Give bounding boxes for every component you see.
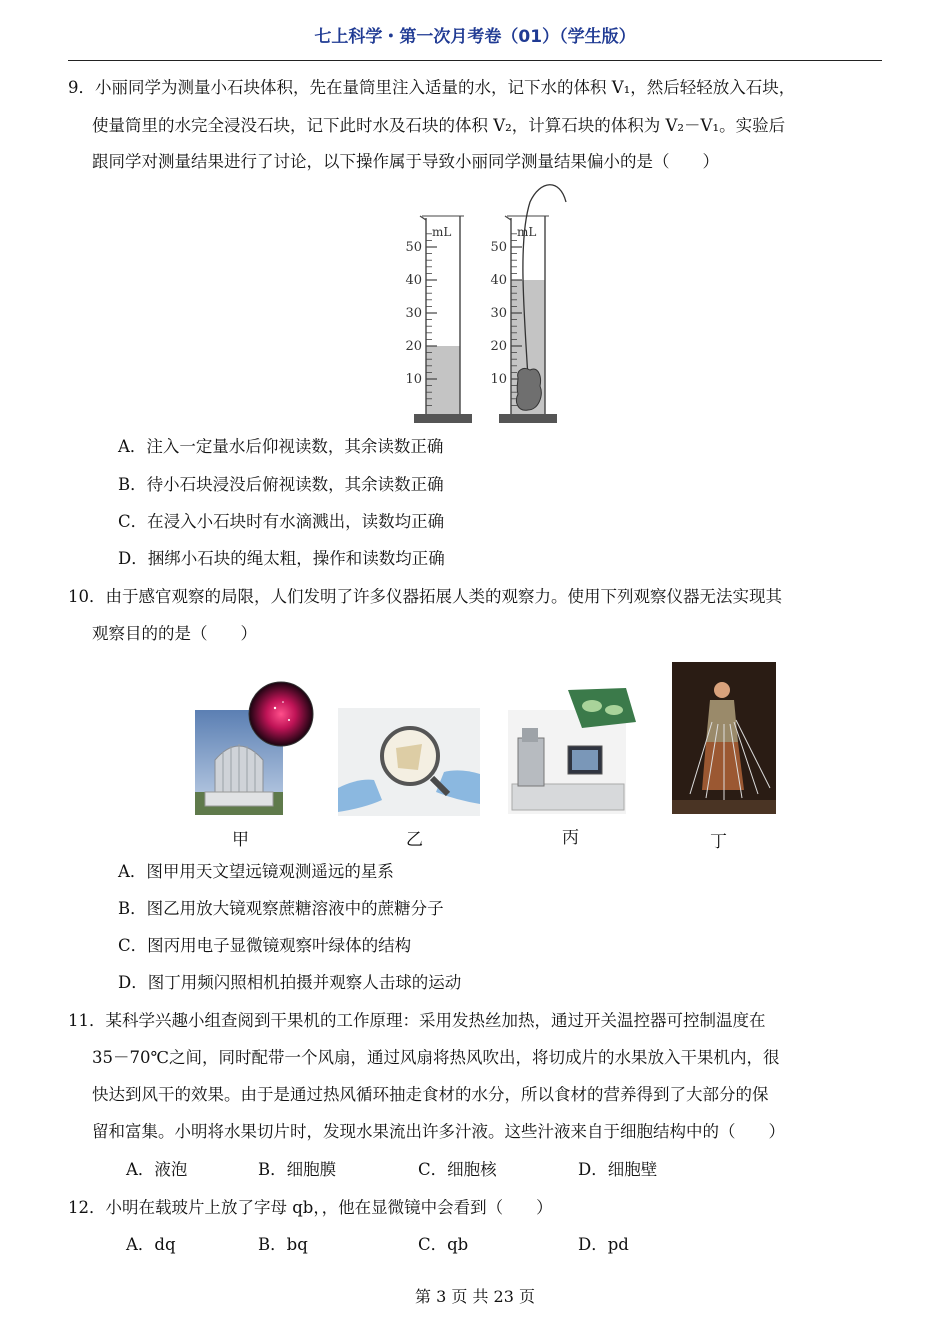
- q9-text-line3: 跟同学对测量结果进行了讨论，以下操作属于导致小丽同学测量结果偏小的是（ ）: [92, 152, 719, 171]
- q12-option-c[interactable]: C．qb: [418, 1235, 469, 1254]
- photo-telescope: [195, 680, 325, 815]
- q11-option-d[interactable]: D．细胞壁: [578, 1160, 658, 1179]
- cylinder-1-scale-label: 10: [405, 372, 422, 387]
- cylinder-1-scale-label: 40: [405, 273, 422, 288]
- photo-magnifier: [338, 708, 480, 816]
- q9-option-c[interactable]: C．在浸入小石块时有水滴溅出，读数均正确: [118, 512, 445, 531]
- cylinder-2-scale-label: 10: [490, 372, 507, 387]
- q11-option-c[interactable]: C．细胞核: [418, 1160, 497, 1179]
- photo-electron-microscope: [508, 688, 636, 814]
- q11-text-line4: 留和富集。小明将水果切片时，发现水果流出许多汁液。这些汁液来自于细胞结构中的（ ）: [92, 1122, 785, 1141]
- q10-option-d[interactable]: D．图丁用频闪照相机拍摄并观察人击球的运动: [118, 973, 462, 992]
- stone: [516, 368, 541, 410]
- q9-option-b[interactable]: B．待小石块浸没后俯视读数，其余读数正确: [118, 475, 444, 494]
- q10-text-line2: 观察目的的是（ ）: [92, 624, 257, 643]
- photo-label-ding: 丁: [710, 832, 727, 852]
- photo-label-bing: 丙: [562, 828, 579, 848]
- page-footer: 第 3 页 共 23 页: [415, 1287, 535, 1306]
- graduated-cylinders-figure: [400, 180, 580, 428]
- cylinder-1-scale-label: 50: [405, 240, 422, 255]
- q12-option-d[interactable]: D．pd: [578, 1235, 629, 1254]
- q12-option-b[interactable]: B．bq: [258, 1235, 308, 1254]
- header-divider: [68, 60, 882, 61]
- q12-option-a[interactable]: A．dq: [126, 1235, 176, 1254]
- q11-text-line1: 11．某科学兴趣小组查阅到干果机的工作原理：采用发热丝加热，通过开关温控器可控制温度在: [68, 1011, 766, 1030]
- q9-option-a[interactable]: A．注入一定量水后仰视读数，其余读数正确: [118, 437, 444, 456]
- cylinder-2-scale-label: 40: [490, 273, 507, 288]
- cylinder-2-scale-label: 30: [490, 306, 507, 321]
- page-header: 七上科学・第一次月考卷（01）（学生版）: [314, 27, 636, 47]
- cylinder-2-scale-label: 50: [490, 240, 507, 255]
- q10-option-b[interactable]: B．图乙用放大镜观察蔗糖溶液中的蔗糖分子: [118, 899, 444, 918]
- cylinder-1-unit-label: mL: [432, 225, 452, 239]
- photo-stroboscopic-swing: [672, 662, 776, 814]
- q12-text-line1: 12．小明在载玻片上放了字母 qb，，他在显微镜中会看到（ ）: [68, 1198, 553, 1217]
- q9-text-line2: 使量筒里的水完全浸没石块，记下此时水及石块的体积 V₂，计算石块的体积为 V₂－V₁。实验后: [92, 116, 786, 135]
- cylinder-1: [405, 216, 472, 423]
- q11-text-line2: 35－70℃之间，同时配带一个风扇，通过风扇将热风吹出，将切成片的水果放入干果机内，很: [92, 1048, 780, 1067]
- photo-label-yi: 乙: [406, 830, 423, 850]
- q9-text-line1: 9．小丽同学为测量小石块体积，先在量筒里注入适量的水，记下水的体积 V₁，然后轻轻放入石块，: [68, 78, 796, 97]
- q11-option-b[interactable]: B．细胞膜: [258, 1160, 337, 1179]
- cylinder-1-water: [426, 346, 460, 414]
- cylinder-1-scale-label: 30: [405, 306, 422, 321]
- q11-text-line3: 快达到风干的效果。由于是通过热风循环抽走食材的水分，所以食材的营养得到了大部分的保: [92, 1085, 769, 1104]
- q10-option-a[interactable]: A．图甲用天文望远镜观测遥远的星系: [118, 862, 394, 881]
- q10-option-c[interactable]: C．图丙用电子显微镜观察叶绿体的结构: [118, 936, 412, 955]
- q10-text-line1: 10．由于感官观察的局限，人们发明了许多仪器拓展人类的观察力。使用下列观察仪器无法实现其: [68, 587, 782, 606]
- cylinder-2: [490, 185, 566, 423]
- cylinder-2-unit-label: mL: [517, 225, 537, 239]
- cylinder-1-scale-label: 20: [405, 339, 422, 354]
- photo-label-jia: 甲: [232, 830, 249, 850]
- cylinder-2-scale-label: 20: [490, 339, 507, 354]
- q9-option-d[interactable]: D．捆绑小石块的绳太粗，操作和读数均正确: [118, 549, 445, 568]
- q11-option-a[interactable]: A．液泡: [126, 1160, 188, 1179]
